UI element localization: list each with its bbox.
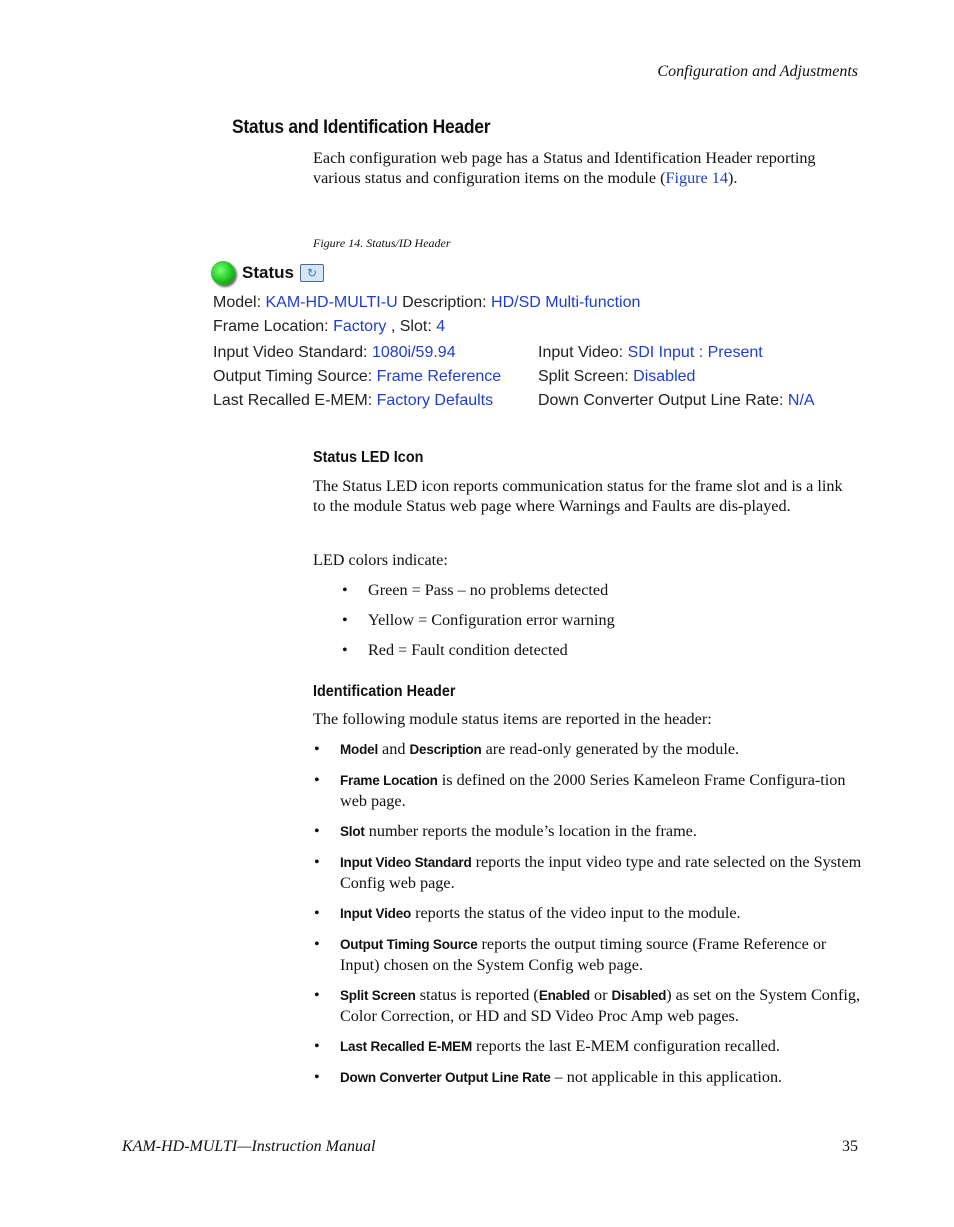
footer-manual-title: KAM-HD-MULTI—Instruction Manual [122,1138,376,1155]
identification-intro: The following module status items are reported in the header: [313,710,712,728]
split-screen-value: Disabled [633,368,696,385]
output-timing-value: Frame Reference [376,368,502,385]
list-item: • Split Screen status is reported (Enabled or Disabled) as set on the System Config, Color Correction, or HD and SD Video Proc Amp web pages. [314,986,860,1025]
figure-link[interactable]: Figure 14 [665,169,728,187]
last-recalled-label: Last Recalled E-MEM: [213,392,373,409]
identification-heading: Identification Header [313,683,456,700]
list-item: • Slot number reports the module’s location in the frame. [314,822,697,840]
down-converter-value: N/A [787,392,815,409]
list-item: • Input Video reports the status of the video input to the module. [314,904,741,922]
input-video-standard-label: Input Video Standard: [213,344,368,361]
running-header: Configuration and Adjustments [657,63,858,80]
identification-list [314,739,862,1088]
led-color-red: Red = Fault condition detected [368,641,568,659]
description-label: Description: [402,294,487,311]
frame-location-value: Factory [333,318,387,335]
led-color-yellow: Yellow = Configuration error warning [368,611,615,629]
output-timing-label: Output Timing Source: [213,368,373,385]
frame-location-line [213,318,445,336]
input-video-line [538,344,763,362]
slot-label: , Slot: [390,318,432,335]
input-video-standard-line [213,344,456,362]
model-line [213,294,640,312]
list-item: • Frame Location is defined on the 2000 Series Kameleon Frame Configura-tion web page. [314,771,846,810]
model-value: KAM-HD-MULTI-U [265,294,398,311]
input-video-standard-value: 1080i/59.94 [371,344,456,361]
refresh-icon[interactable]: ↻ [300,264,324,282]
list-item: • Down Converter Output Line Rate – not applicable in this application. [314,1068,783,1086]
intro-text-end: ). [727,169,738,187]
list-item: • Input Video Standard reports the input video type and rate selected on the System Config web page. [314,853,862,892]
list-item: • Red = Fault condition detected [342,641,568,659]
down-converter-line [538,392,815,410]
input-video-label: Input Video: [538,344,624,361]
intro-paragraph [313,148,861,188]
last-recalled-value: Factory Defaults [376,392,494,409]
figure-caption: Figure 14. Status/ID Header [313,236,451,250]
list-item: • Output Timing Source reports the output timing source (Frame Reference or Input) chosen on the System Config web page. [314,935,827,974]
page-number: 35 [842,1138,858,1155]
input-video-value: SDI Input : Present [627,344,763,361]
intro-text: Each configuration web page has a Status and Identification Header reporting various status and configuration items on the module ( [313,149,816,187]
last-recalled-line [213,392,493,410]
split-screen-label: Split Screen: [538,368,629,385]
led-color-green: Green = Pass – no problems detected [368,581,609,599]
status-led-heading: Status LED Icon [313,449,424,466]
down-converter-label: Down Converter Output Line Rate: [538,392,784,409]
list-item: • Yellow = Configuration error warning [342,611,615,629]
list-item: • Model and Description are read-only generated by the module. [314,740,740,758]
list-item: • Last Recalled E-MEM reports the last E-MEM configuration recalled. [314,1037,780,1055]
led-colors-intro: LED colors indicate: [313,551,448,569]
model-label: Model: [213,294,262,311]
frame-location-label: Frame Location: [213,318,329,335]
status-led-paragraph: The Status LED icon reports communication status for the frame slot and is a link to the module Status web page where Warnings and Faults are dis-played. [313,477,843,515]
output-timing-line [213,368,501,386]
status-label: Status [242,263,294,282]
status-header-row [211,258,324,288]
led-colors-list [342,580,615,660]
section-title: Status and Identification Header [232,117,491,138]
list-item: • Green = Pass – no problems detected [342,581,609,599]
description-value: HD/SD Multi-function [491,294,641,311]
slot-value: 4 [436,318,446,335]
split-screen-line [538,368,695,386]
status-led-icon[interactable] [211,261,235,285]
